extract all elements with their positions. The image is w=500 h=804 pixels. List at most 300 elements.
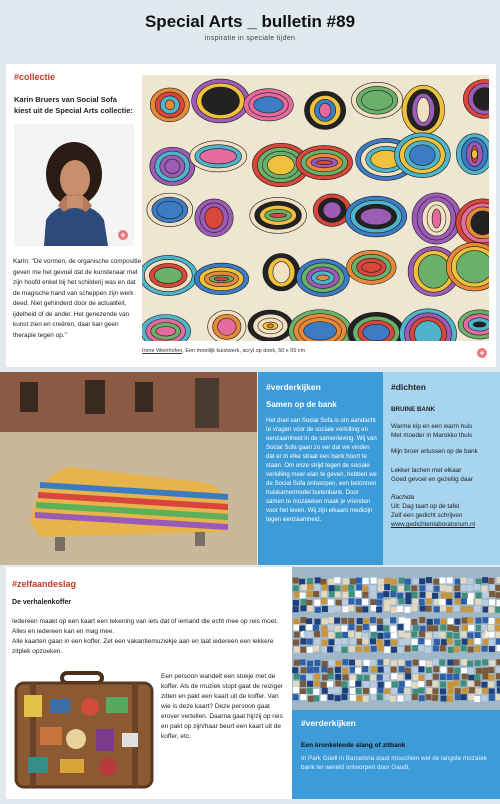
- mosaic-tile: [425, 647, 431, 653]
- mosaic-tile: [370, 585, 376, 591]
- mosaic-tile: [427, 619, 433, 625]
- mosaic-tile: [370, 675, 376, 681]
- mosaic-tile: [377, 593, 383, 599]
- mosaic-tile: [314, 619, 320, 625]
- mosaic-tile: [371, 632, 377, 638]
- mosaic-tile: [420, 605, 426, 611]
- mosaic-tile: [404, 618, 410, 624]
- mosaic-tile: [426, 598, 432, 604]
- mosaic-tile: [328, 632, 334, 638]
- mosaic-tile: [426, 673, 432, 679]
- poem-source: Uit: Dag taart op de tafel: [391, 503, 460, 510]
- mosaic-tile: [399, 617, 405, 623]
- mosaic-tile: [418, 638, 424, 644]
- mosaic-tile: [420, 626, 426, 632]
- mosaic-tile: [440, 624, 446, 630]
- mosaic-tile: [377, 625, 383, 631]
- mosaic-tile: [378, 659, 384, 665]
- mosaic-tile: [419, 631, 425, 637]
- mosaic-tile: [440, 645, 446, 651]
- mosaic-tile: [384, 667, 390, 673]
- mosaic-tile: [336, 632, 342, 638]
- mosaic-tile: [419, 688, 425, 694]
- mosaic-tile: [363, 681, 369, 687]
- mosaic-tile: [384, 640, 390, 646]
- mosaic-tile: [461, 668, 467, 674]
- mosaic-tile: [307, 632, 313, 638]
- zelfaandeslag-heading: De verhalenkoffer: [12, 599, 72, 606]
- mosaic-tile: [307, 591, 313, 597]
- mosaic-tile: [391, 688, 397, 694]
- mosaic-tile: [398, 687, 404, 693]
- mosaic-tile: [447, 638, 453, 644]
- mosaic-tile: [461, 606, 467, 612]
- mosaic-tile: [434, 599, 440, 605]
- mosaic-tile: [356, 599, 362, 605]
- carousel-next-icon[interactable]: ›: [484, 625, 490, 642]
- mosaic-tile: [314, 673, 320, 679]
- mosaic-tile: [413, 578, 419, 584]
- carousel-prev-icon[interactable]: ‹: [300, 625, 306, 642]
- artwork-shape: [267, 155, 294, 174]
- mosaic-tile: [447, 688, 453, 694]
- poem-stanza-3: [391, 466, 473, 484]
- mosaic-tile: [460, 578, 466, 584]
- mosaic-tile: [342, 606, 348, 612]
- mosaic-tile: [413, 599, 419, 605]
- mosaic-tile: [453, 605, 459, 611]
- mosaic-tile: [390, 617, 396, 623]
- mosaic-tile: [349, 591, 355, 597]
- mosaic-tile: [306, 618, 312, 624]
- mosaic-tile: [342, 688, 348, 694]
- mosaic-tile: [307, 661, 313, 667]
- mosaic-tile: [329, 591, 335, 597]
- mosaic-tile: [313, 625, 319, 631]
- mosaic-tile: [335, 639, 341, 645]
- artwork-caption-artist-link[interactable]: Irene Weinhofen: [142, 348, 183, 354]
- mosaic-tile: [378, 667, 384, 673]
- mosaic-tile: [448, 647, 454, 653]
- mosaic-tile: [496, 673, 500, 679]
- mosaic-tile: [433, 645, 439, 651]
- mosaic-tile: [441, 639, 447, 645]
- artwork-caption-text: , Een moeilijk kuistwerk, acryl op doek, 50 x 65 cm: [182, 348, 306, 354]
- mosaic-tile: [425, 639, 431, 645]
- mosaic-tile: [475, 680, 481, 686]
- mosaic-tile: [294, 624, 300, 630]
- poem-link[interactable]: www.gedichtenlaboratorium.nl: [391, 521, 476, 528]
- artwork-image[interactable]: [142, 75, 489, 341]
- mosaic-tile: [348, 585, 354, 591]
- artwork-shape: [409, 145, 435, 166]
- mosaic-tile: [392, 682, 398, 688]
- mosaic-tile: [405, 673, 411, 679]
- mosaic-tile: [350, 675, 356, 681]
- artwork-shape: [270, 213, 287, 217]
- mosaic-tile: [467, 661, 473, 667]
- mosaic-tile: [495, 585, 500, 591]
- mosaic-tile: [405, 646, 411, 652]
- mosaic-tile: [362, 606, 368, 612]
- mosaic-tile: [294, 673, 300, 679]
- mosaic-tile: [314, 631, 320, 637]
- mosaic-tile: [397, 674, 403, 680]
- mosaic-tile: [475, 646, 481, 652]
- mosaic-tile: [357, 639, 363, 645]
- mosaic-tile: [474, 584, 480, 590]
- expand-artwork-button[interactable]: +: [477, 348, 487, 358]
- mosaic-tile: [398, 586, 404, 592]
- mosaic-tile: [350, 638, 356, 644]
- artwork-shape: [363, 324, 390, 341]
- mosaic-tile: [356, 578, 362, 584]
- mosaic-tile: [455, 599, 461, 605]
- page-title: Special Arts _ bulletin #89: [144, 12, 356, 31]
- mosaic-tile: [475, 618, 481, 624]
- mosaic-tile: [454, 619, 460, 625]
- mosaic-tile: [327, 668, 333, 674]
- mosaic-tile: [404, 607, 410, 613]
- mosaic-tile: [482, 646, 488, 652]
- mosaic-tile: [350, 578, 356, 584]
- zelfaandeslag-paragraph-2: Alle kaarten gaan in een koffer. Zet een vakantiemuziekje aan en laat iedereen een lekkere zitplek opzoeken.: [12, 638, 274, 655]
- mosaic-tile: [356, 584, 362, 590]
- collectie-card: [6, 64, 496, 367]
- mosaic-tile: [341, 638, 347, 644]
- mosaic-tile: [446, 607, 452, 613]
- mosaic-tile: [294, 647, 300, 653]
- mosaic-tile: [329, 585, 335, 591]
- dichten-card: [383, 372, 500, 565]
- mosaic-tile: [427, 625, 433, 631]
- mosaic-tile: [385, 682, 391, 688]
- mosaic-tile: [356, 626, 362, 632]
- mosaic-tile: [446, 593, 452, 599]
- mosaic-tile: [315, 577, 321, 583]
- verderkijken-tag: #verderkijken: [266, 382, 321, 392]
- mosaic-tile: [322, 606, 328, 612]
- mosaic-tile: [300, 617, 306, 623]
- artwork-shape: [316, 161, 333, 165]
- mosaic-tile: [350, 695, 356, 701]
- mosaic-tile: [300, 681, 306, 687]
- mosaic-tile: [349, 660, 355, 666]
- mosaic-tile: [371, 605, 377, 611]
- mosaic-tile: [461, 598, 467, 604]
- mosaic-tile: [300, 593, 306, 599]
- mosaic-tile: [433, 579, 439, 585]
- mosaic-tile: [391, 666, 397, 672]
- suitcase-image: [10, 667, 158, 793]
- mosaic-tile: [453, 680, 459, 686]
- mosaic-tile: [350, 667, 356, 673]
- mosaic-tile: [489, 632, 495, 638]
- mosaic-tile: [383, 591, 389, 597]
- mosaic-tile: [300, 659, 306, 665]
- mosaic-tile: [462, 593, 468, 599]
- mosaic-tile: [350, 688, 356, 694]
- mosaic-tile: [293, 619, 299, 625]
- verderkijken-2-body: In Park Güell in Barcelona staat misschien wel de langste mozaïek bank ter wereld ontworpen door Gaudi.: [301, 755, 487, 771]
- mosaic-tile: [453, 659, 459, 665]
- mosaic-tile: [342, 632, 348, 638]
- mosaic-tile: [412, 694, 418, 700]
- mosaic-tile: [384, 578, 390, 584]
- mosaic-tile: [306, 600, 312, 606]
- mosaic-tile: [300, 675, 306, 681]
- mosaic-tile: [432, 593, 438, 599]
- mosaic-tile: [461, 585, 467, 591]
- mosaic-tile: [448, 682, 454, 688]
- mosaic-tile: [307, 639, 313, 645]
- artwork-shape: [418, 255, 449, 289]
- mosaic-tile: [321, 666, 327, 672]
- mosaic-tile: [390, 591, 396, 597]
- mosaic-tile: [419, 599, 425, 605]
- collectie-heading: Karin Bruers van Social Sofa kiest uit de Special Arts collectie:: [14, 95, 133, 115]
- mosaic-tile: [293, 694, 299, 700]
- mosaic-tile: [306, 624, 312, 630]
- mosaic-tile: [397, 593, 403, 599]
- verderkijken-2-card: [292, 710, 500, 799]
- mosaic-tile: [467, 617, 473, 623]
- mosaic-tile: [322, 631, 328, 637]
- mosaic-tile: [370, 638, 376, 644]
- poem-line: Mijn broer ertussen op de bank: [391, 448, 478, 455]
- mosaic-tile: [371, 694, 377, 700]
- mosaic-tile: [384, 618, 390, 624]
- mosaic-tile: [495, 607, 500, 613]
- poem-line: Lekker lachen met elkaar: [391, 467, 462, 474]
- mosaic-tile: [300, 688, 306, 694]
- mosaic-tile: [405, 695, 411, 701]
- mosaic-tile: [336, 600, 342, 606]
- artwork-shape: [205, 207, 223, 229]
- mosaic-tile: [467, 598, 473, 604]
- mosaic-tile: [327, 681, 333, 687]
- mosaic-tile: [391, 585, 397, 591]
- mosaic-tile: [321, 625, 327, 631]
- verderkijken-card: [258, 372, 383, 565]
- mosaic-tile: [426, 667, 432, 673]
- mosaic-tile: [418, 666, 424, 672]
- mosaic-tile: [294, 632, 300, 638]
- mosaic-tile: [335, 680, 341, 686]
- mosaic-tile: [378, 585, 384, 591]
- artwork-shape: [165, 159, 180, 174]
- artwork-shape: [472, 150, 478, 159]
- mosaic-tile: [342, 599, 348, 605]
- mosaic-tile: [397, 606, 403, 612]
- mosaic-tile: [426, 606, 432, 612]
- collectie-tag: #collectie: [14, 72, 56, 82]
- mosaic-tile: [419, 578, 425, 584]
- zelfaandeslag-tag: #zelfaandeslag: [12, 579, 77, 589]
- mosaic-tile: [370, 599, 376, 605]
- mosaic-tile: [418, 645, 424, 651]
- artwork-shape: [417, 97, 430, 122]
- zelfaandeslag-paragraph-1: Iedereen maakt op een kaart een tekening van iets dat of iemand die echt mee op reis moet. Alles en iedereen kan en mag mee.: [12, 618, 278, 635]
- mosaic-tile: [475, 599, 481, 605]
- mosaic-tile: [433, 666, 439, 672]
- portrait-photo: [14, 124, 134, 246]
- mosaic-tile: [488, 667, 494, 673]
- mosaic-tile: [489, 646, 495, 652]
- mosaic-tile: [322, 584, 328, 590]
- artwork-shape: [319, 103, 330, 117]
- mosaic-tile: [476, 668, 482, 674]
- mosaic-tile: [335, 591, 341, 597]
- mosaic-tile: [441, 695, 447, 701]
- mosaic-tile: [404, 688, 410, 694]
- mosaic-tile: [306, 674, 312, 680]
- mosaic-tile: [355, 591, 361, 597]
- mosaic-tile: [363, 688, 369, 694]
- mosaic-tile: [397, 624, 403, 630]
- artwork-caption: [142, 348, 305, 354]
- mosaic-tile: [405, 681, 411, 687]
- mosaic-tile: [384, 605, 390, 611]
- mosaic-tile: [448, 667, 454, 673]
- mosaic-tile: [482, 695, 488, 701]
- mosaic-tile: [315, 638, 321, 644]
- mosaic-tile: [341, 694, 347, 700]
- mosaic-tile: [356, 607, 362, 613]
- mosaic-tile: [348, 598, 354, 604]
- mosaic-tile: [412, 682, 418, 688]
- mosaic-tile: [447, 660, 453, 666]
- poem-line: Warme kip en een warm huis: [391, 423, 473, 430]
- mosaic-tile: [307, 688, 313, 694]
- mosaic-tile: [355, 660, 361, 666]
- mosaic-tile: [355, 681, 361, 687]
- mosaic-tile: [482, 659, 488, 665]
- mosaic-tile: [419, 617, 425, 623]
- mosaic-tile: [405, 592, 411, 598]
- mosaic-tile: [293, 606, 299, 612]
- verderkijken-heading: Samen op de bank: [266, 400, 337, 409]
- artwork-shape: [267, 324, 273, 328]
- mosaic-tile: [313, 667, 319, 673]
- artwork-shape: [157, 201, 183, 219]
- poem-line: Goed gevoel en gezellig daar: [391, 476, 473, 483]
- mosaic-tile: [419, 660, 425, 666]
- mosaic-tile: [334, 626, 340, 632]
- mosaic-tile: [321, 598, 327, 604]
- mosaic-tile: [371, 646, 377, 652]
- mosaic-tile: [455, 640, 461, 646]
- mosaic-tile: [363, 624, 369, 630]
- mosaic-tile: [391, 579, 397, 585]
- mosaic-tile: [426, 632, 432, 638]
- mosaic-tile: [488, 578, 494, 584]
- artwork-shape: [432, 209, 441, 228]
- mosaic-tile: [384, 632, 390, 638]
- mosaic-tile: [328, 607, 334, 613]
- mosaic-tile: [454, 585, 460, 591]
- mosaic-tile: [496, 666, 500, 672]
- mosaic-tile: [335, 695, 341, 701]
- mosaic-tile: [321, 695, 327, 701]
- mosaic-tile: [489, 695, 495, 701]
- mosaic-tile: [447, 625, 453, 631]
- mosaic-tile: [370, 617, 376, 623]
- mosaic-tile: [334, 618, 340, 624]
- mosaic-tile: [397, 695, 403, 701]
- mosaic-tile: [293, 640, 299, 646]
- mosaic-tile: [434, 631, 440, 637]
- poem-cta: Zelf een gedicht schrijven: [391, 512, 463, 519]
- mosaic-tile: [469, 694, 475, 700]
- mosaic-tile: [307, 584, 313, 590]
- mosaic-tile: [364, 675, 370, 681]
- mosaic-tile: [307, 667, 313, 673]
- mosaic-tile: [426, 661, 432, 667]
- mosaic-tile: [356, 695, 362, 701]
- mosaic-tile: [342, 592, 348, 598]
- mosaic-tile: [405, 633, 411, 639]
- mosaic-tile: [462, 625, 468, 631]
- artwork-shape: [254, 97, 284, 113]
- mosaic-tile: [405, 668, 411, 674]
- mosaic-tile: [390, 599, 396, 605]
- mosaic-tile: [434, 586, 440, 592]
- gaudi-carousel: [292, 567, 500, 710]
- mosaic-tile: [489, 640, 495, 646]
- poem-stanza-2: [391, 448, 478, 455]
- mosaic-tile: [411, 585, 417, 591]
- mosaic-tile: [341, 647, 347, 653]
- mosaic-tile: [384, 689, 390, 695]
- mosaic-tile: [440, 674, 446, 680]
- mosaic-tile: [356, 688, 362, 694]
- mosaic-tile: [461, 659, 467, 665]
- mosaic-tile: [307, 647, 313, 653]
- mosaic-tile: [440, 605, 446, 611]
- mosaic-tile: [322, 647, 328, 653]
- mosaic-tile: [383, 659, 389, 665]
- mosaic-tile: [321, 682, 327, 688]
- mosaic-tile: [411, 639, 417, 645]
- mosaic-tile: [461, 645, 467, 651]
- artwork-shape: [360, 208, 391, 225]
- mosaic-tile: [294, 592, 300, 598]
- mosaic-tile: [432, 681, 438, 687]
- mosaic-tile: [357, 618, 363, 624]
- mosaic-tile: [462, 688, 468, 694]
- mosaic-tile: [448, 618, 454, 624]
- mosaic-tile: [328, 689, 334, 695]
- mosaic-tile: [461, 680, 467, 686]
- mosaic-tile: [439, 659, 445, 665]
- artwork-shape: [214, 277, 228, 281]
- mosaic-tile: [447, 696, 453, 702]
- mosaic-tile: [433, 674, 439, 680]
- mosaic-tile: [362, 638, 368, 644]
- collectie-quote: Karin: "De vormen, de organische compositie geven me het gevoel dat de kunstenaar met zijn hoofd enkel bij het schilderij was en dat de magische hand van scheppen zijn werk deed. Niet gehinderd door de actualiteit, ijdelheid of de ander. Het genezende van kunst zien en creëren, daar kan geen therapie tegen op.": [13, 258, 142, 339]
- mosaic-tile: [384, 647, 390, 653]
- artwork-shape: [473, 322, 486, 327]
- mosaic-tile: [497, 600, 500, 606]
- mosaic-tile: [348, 618, 354, 624]
- mosaic-tile: [489, 591, 495, 597]
- mosaic-tile: [370, 660, 376, 666]
- mosaic-tile: [474, 674, 480, 680]
- artwork-shape: [273, 262, 290, 283]
- expand-portrait-button[interactable]: +: [118, 230, 128, 240]
- mosaic-tile: [328, 673, 334, 679]
